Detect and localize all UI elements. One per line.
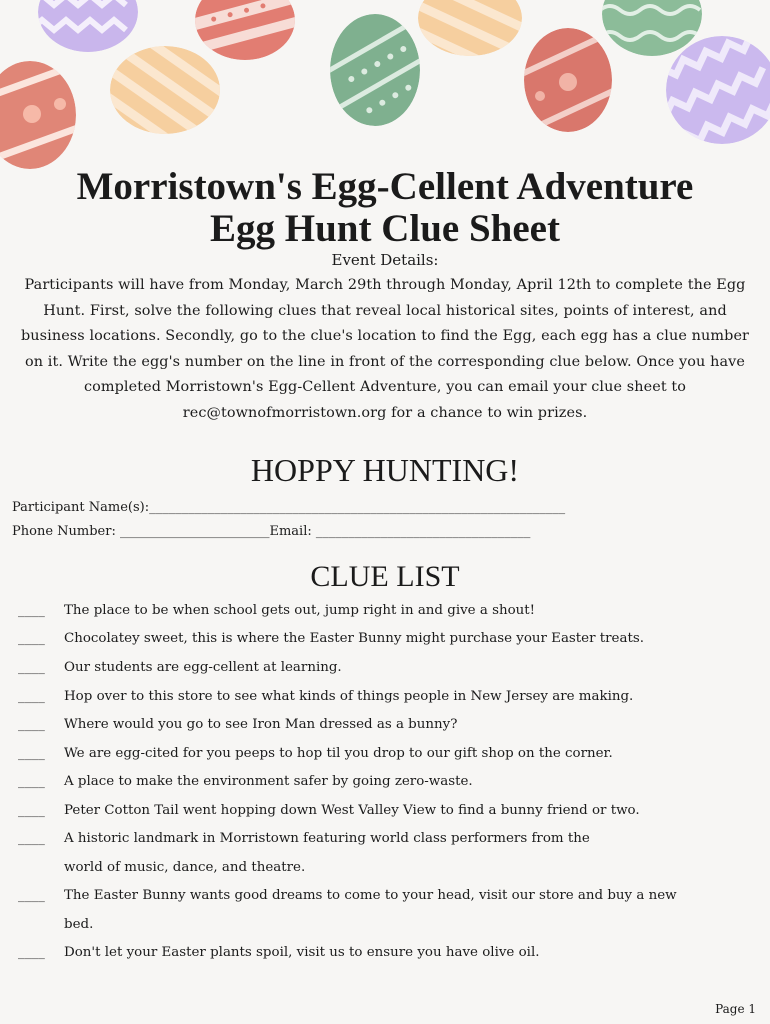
clue-text: Chocolatey sweet, this is where the Easter Bunny might purchase your Easter treats. xyxy=(64,631,644,646)
clue-item xyxy=(18,683,758,712)
clue-text: The Easter Bunny wants good dreams to come to your head, visit our store and buy a new xyxy=(64,888,677,903)
page-title: Morristown's Egg-Cellent Adventure xyxy=(76,165,694,208)
clue-answer-line[interactable]: ____ xyxy=(18,603,45,618)
clue-item xyxy=(18,797,758,826)
clue-answer-line[interactable]: ____ xyxy=(18,660,45,675)
clue-answer-line[interactable]: ____ xyxy=(18,945,45,960)
clue-text: A place to make the environment safer by going zero-waste. xyxy=(64,774,473,789)
clue-item xyxy=(18,939,758,968)
clue-text: Our students are egg-cellent at learning. xyxy=(64,660,342,675)
email-line[interactable]: _________________________________ xyxy=(315,524,531,539)
clue-text: We are egg-cited for you peeps to hop til you drop to our gift shop on the corner. xyxy=(64,746,613,761)
clue-item xyxy=(18,882,758,939)
clue-item xyxy=(18,654,758,683)
egg-icon xyxy=(30,0,138,52)
clue-item xyxy=(18,625,758,654)
easter-eggs-decoration xyxy=(0,0,770,170)
clue-text: Peter Cotton Tail went hopping down West Valley View to find a bunny friend or two. xyxy=(64,803,640,818)
clue-answer-line[interactable]: ____ xyxy=(18,888,45,903)
phone-number-line[interactable]: _______________________ xyxy=(119,524,270,539)
egg-icon xyxy=(600,0,702,56)
clue-answer-line[interactable]: ____ xyxy=(18,774,45,789)
phone-email-row xyxy=(12,523,757,541)
clue-text: Where would you go to see Iron Man dressed as a bunny? xyxy=(64,717,458,732)
clue-item xyxy=(18,711,758,740)
event-details-heading: Event Details: xyxy=(331,251,439,269)
phone-number-label: Phone Number: xyxy=(12,524,120,539)
clue-answer-line[interactable]: ____ xyxy=(18,631,45,646)
egg-icon xyxy=(183,0,318,60)
clue-answer-line[interactable]: ____ xyxy=(18,803,45,818)
clue-answer-line[interactable]: ____ xyxy=(18,717,45,732)
clue-text: The place to be when school gets out, jump right in and give a shout! xyxy=(64,603,536,618)
page-number: Page 1 xyxy=(715,1002,756,1016)
event-details-text: Participants will have from Monday, March 29th through Monday, April 12th to complete the Egg Hunt. First, solve the following clues that reveal local historical sites, points of interest, and business locations. Secondly, go to the clue's location to find the Egg, each egg has a clue number on it. Write the egg's number on the line in front of the corresponding clue below. Once you have completed Morristown's Egg-Cellent Adventure, you can email your clue sheet to rec@townofmorristown.org for a chance to win prizes. xyxy=(20,277,750,421)
email-label: Email: xyxy=(269,524,316,539)
hoppy-hunting-slogan: HOPPY HUNTING! xyxy=(250,452,520,488)
page-subtitle: Egg Hunt Clue Sheet xyxy=(210,207,560,250)
clue-text: A historic landmark in Morristown featuring world class performers from the xyxy=(64,831,590,846)
clue-item xyxy=(18,825,758,882)
clue-answer-line[interactable]: ____ xyxy=(18,831,45,846)
clue-text-continued: world of music, dance, and theatre. xyxy=(64,859,306,875)
clue-text: Hop over to this store to see what kinds of things people in New Jersey are making. xyxy=(64,689,634,704)
clue-text: Don't let your Easter plants spoil, visit us to ensure you have olive oil. xyxy=(64,945,540,960)
participant-name-field[interactable] xyxy=(12,499,757,517)
clue-answer-line[interactable]: ____ xyxy=(18,689,45,704)
clue-answer-line[interactable]: ____ xyxy=(18,746,45,761)
clue-text-continued: bed. xyxy=(64,916,94,932)
egg-icon xyxy=(0,58,107,169)
clue-item xyxy=(18,597,758,626)
participant-name-label: Participant Name(s): xyxy=(12,500,150,515)
clue-item xyxy=(18,740,758,769)
participant-name-line[interactable]: ________________________________________________________________ xyxy=(149,500,566,515)
clue-item xyxy=(18,768,758,797)
clue-list-heading: CLUE LIST xyxy=(310,560,460,593)
